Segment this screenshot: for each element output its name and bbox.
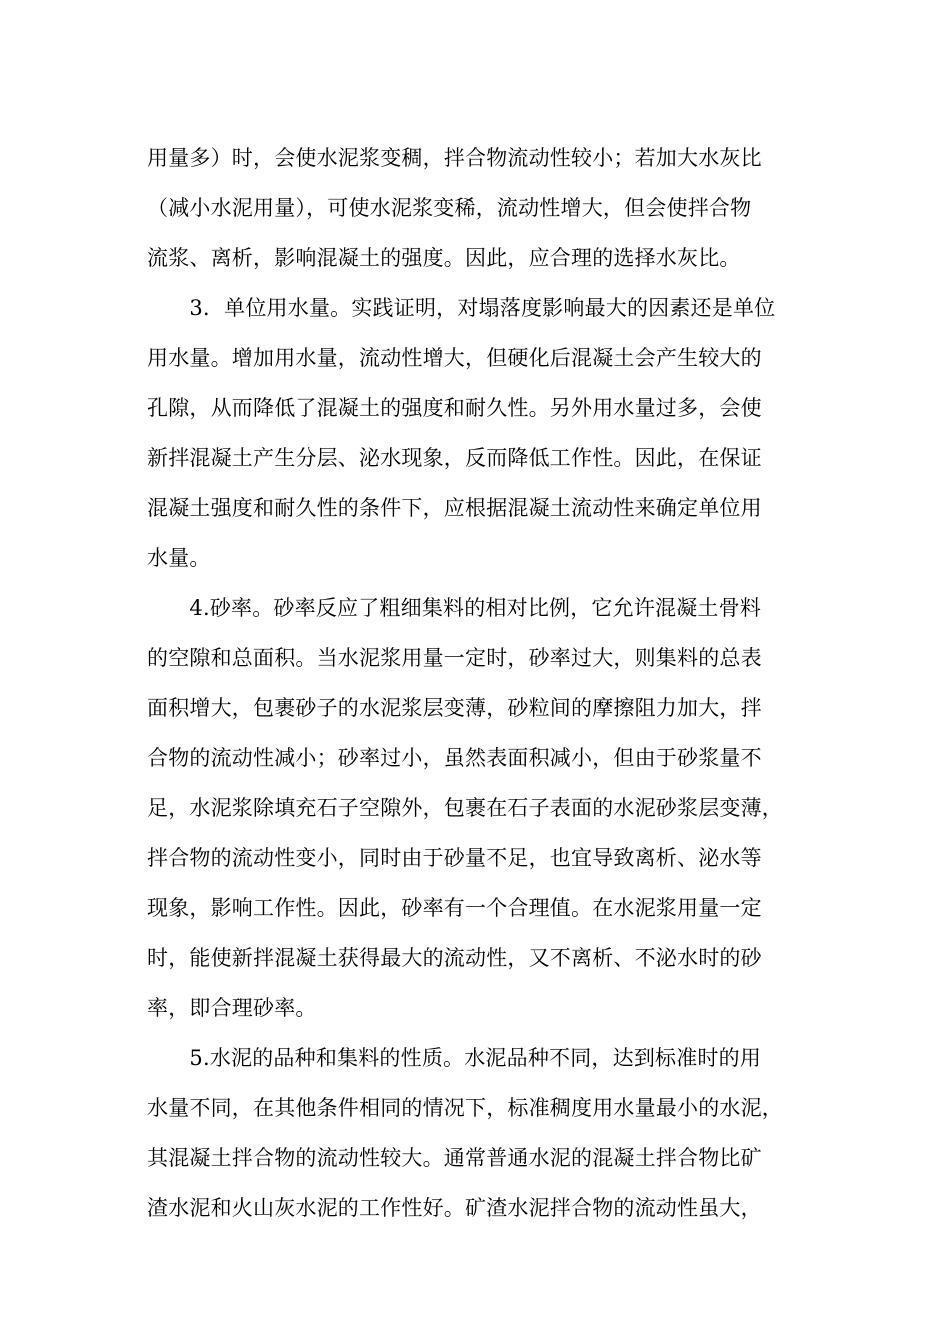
paragraph-water-cement-ratio — [147, 133, 819, 283]
paragraph-unit-water — [147, 283, 819, 583]
text-line: 足，水泥浆除填充石子空隙外，包裹在石子表面的水泥砂浆层变薄， — [147, 796, 783, 820]
text-line: 3．单位用水量。实践证明，对塌落度影响最大的因素还是单位 — [147, 296, 776, 320]
text-line: 混凝土强度和耐久性的条件下，应根据混凝土流动性来确定单位用 — [147, 496, 762, 520]
text-line: 时，能使新拌混凝土获得最大的流动性，又不离析、不泌水时的砂 — [147, 946, 762, 970]
text-line: 水量不同，在其他条件相同的情况下，标准稠度用水量最小的水泥， — [147, 1096, 783, 1120]
text-line: 水量。 — [147, 546, 211, 570]
text-line: 用水量。增加用水量，流动性增大，但硬化后混凝土会产生较大的 — [147, 346, 762, 370]
text-line: 现象，影响工作性。因此，砂率有一个合理值。在水泥浆用量一定 — [147, 896, 762, 920]
text-line: 4.砂率。砂率反应了粗细集料的相对比例，它允许混凝土骨料 — [147, 596, 762, 620]
text-line: 流浆、离析，影响混凝土的强度。因此，应合理的选择水灰比。 — [147, 246, 741, 270]
text-line: 拌合物的流动性变小，同时由于砂量不足，也宜导致离析、泌水等 — [147, 846, 762, 870]
body-text — [147, 133, 819, 1233]
text-line: 的空隙和总面积。当水泥浆用量一定时，砂率过大，则集料的总表 — [147, 646, 762, 670]
text-line: 率，即合理砂率。 — [147, 996, 317, 1020]
text-line: 用量多）时，会使水泥浆变稠，拌合物流动性较小；若加大水灰比 — [147, 146, 762, 170]
text-line: 渣水泥和火山灰水泥的工作性好。矿渣水泥拌合物的流动性虽大， — [147, 1196, 762, 1220]
paragraph-cement-type — [147, 1033, 819, 1233]
text-line: 面积增大，包裹砂子的水泥浆层变薄，砂粒间的摩擦阻力加大，拌 — [147, 696, 762, 720]
text-line: 其混凝土拌合物的流动性较大。通常普通水泥的混凝土拌合物比矿 — [147, 1146, 762, 1170]
text-line: 合物的流动性减小；砂率过小，虽然表面积减小，但由于砂浆量不 — [147, 746, 762, 770]
paragraph-sand-ratio — [147, 583, 819, 1033]
text-line: 孔隙，从而降低了混凝土的强度和耐久性。另外用水量过多，会使 — [147, 396, 762, 420]
text-line: 新拌混凝土产生分层、泌水现象，反而降低工作性。因此，在保证 — [147, 446, 762, 470]
text-line: （减小水泥用量），可使水泥浆变稀，流动性增大，但会使拌合物 — [147, 196, 752, 220]
text-line: 5.水泥的品种和集料的性质。水泥品种不同，达到标准时的用 — [147, 1046, 762, 1070]
